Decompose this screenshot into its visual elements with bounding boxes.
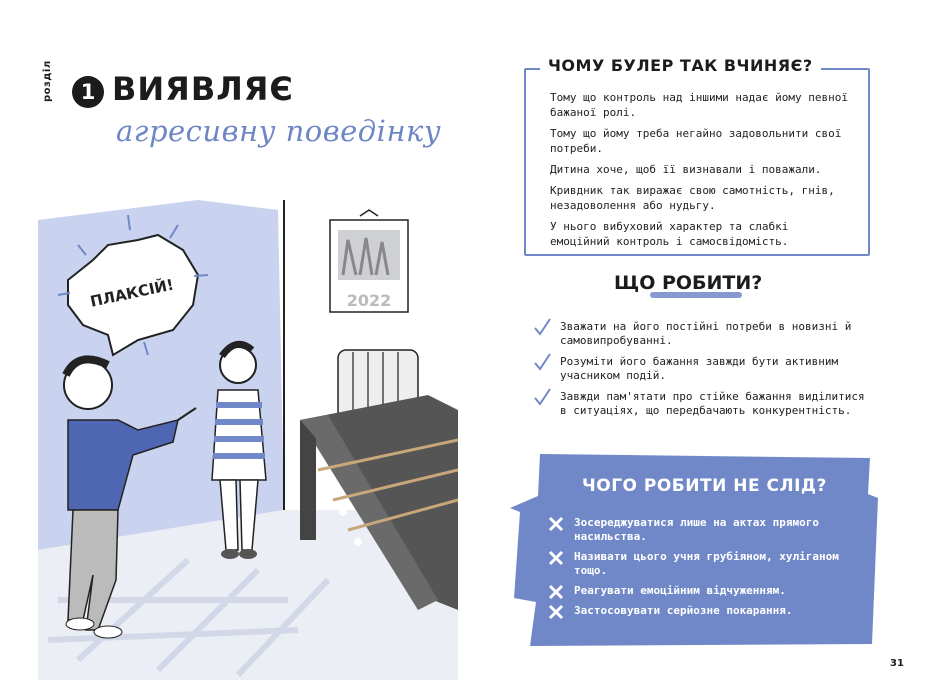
cross-icon [548, 604, 564, 620]
dont-item-text: Реагувати емоційним відчуженням. [574, 584, 786, 597]
why-item: Дитина хоче, щоб її визнавали і поважали. [550, 163, 822, 176]
dont-item [546, 516, 866, 544]
calendar-year: 2022 [346, 291, 392, 310]
dont-item-text: Застосовувати серйозне покарання. [574, 604, 793, 617]
chapter-number-badge: 1 [72, 76, 104, 108]
why-item: Кривдник так виражає свою самотність, гнів, незадоволення або нудьгу. [550, 184, 835, 212]
todo-title: ЩО РОБИТИ? [614, 272, 763, 294]
todo-item-text: Завжди пам'ятати про стійке бажання виділитися в ситуаціях, що передбачають конкурентність. [560, 390, 865, 417]
todo-item [532, 390, 872, 418]
why-title-wrap [540, 56, 821, 75]
todo-list [532, 320, 872, 425]
chapter-subtitle: агресивну поведінку [116, 114, 442, 148]
todo-item [532, 355, 872, 383]
dont-item-text: Називати цього учня грубіяном, хуліганом тощо. [574, 550, 839, 577]
page-number: 31 [890, 658, 904, 669]
checkmark-icon [532, 352, 552, 372]
why-item: У нього вибуховий характер та слабкі емоційний контроль і самосвідомість. [550, 220, 789, 248]
dont-item [546, 550, 866, 578]
todo-item-text: Розуміти його бажання завжди бути активним учасником подій. [560, 355, 839, 382]
dont-item [546, 584, 866, 598]
cross-icon [548, 584, 564, 600]
section-label: розділ [42, 60, 53, 102]
checkmark-icon [532, 317, 552, 337]
speech-bubble-text: ПЛАКСІЙ! [88, 275, 176, 311]
why-title: ЧОМУ БУЛЕР ТАК ВЧИНЯЄ? [548, 56, 813, 75]
cross-icon [548, 516, 564, 532]
dont-title: ЧОГО РОБИТИ НЕ СЛІД? [582, 476, 827, 496]
cross-icon [548, 550, 564, 566]
why-item: Тому що йому треба негайно задовольнити свої потреби. [550, 127, 842, 155]
dont-list [546, 516, 866, 624]
why-list [550, 90, 850, 255]
why-item: Тому що контроль над іншими надає йому певної бажаної ролі. [550, 91, 849, 119]
wall-calendar [330, 210, 408, 312]
bullying-illustration [38, 180, 458, 680]
todo-item-text: Зважати на його постійні потреби в новизні й самовипробуванні. [560, 320, 852, 347]
dont-item [546, 604, 866, 618]
chapter-title: ВИЯВЛЯЄ [112, 70, 294, 108]
todo-item [532, 320, 872, 348]
checkmark-icon [532, 387, 552, 407]
dont-item-text: Зосереджуватися лише на актах прямого насильства. [574, 516, 820, 543]
